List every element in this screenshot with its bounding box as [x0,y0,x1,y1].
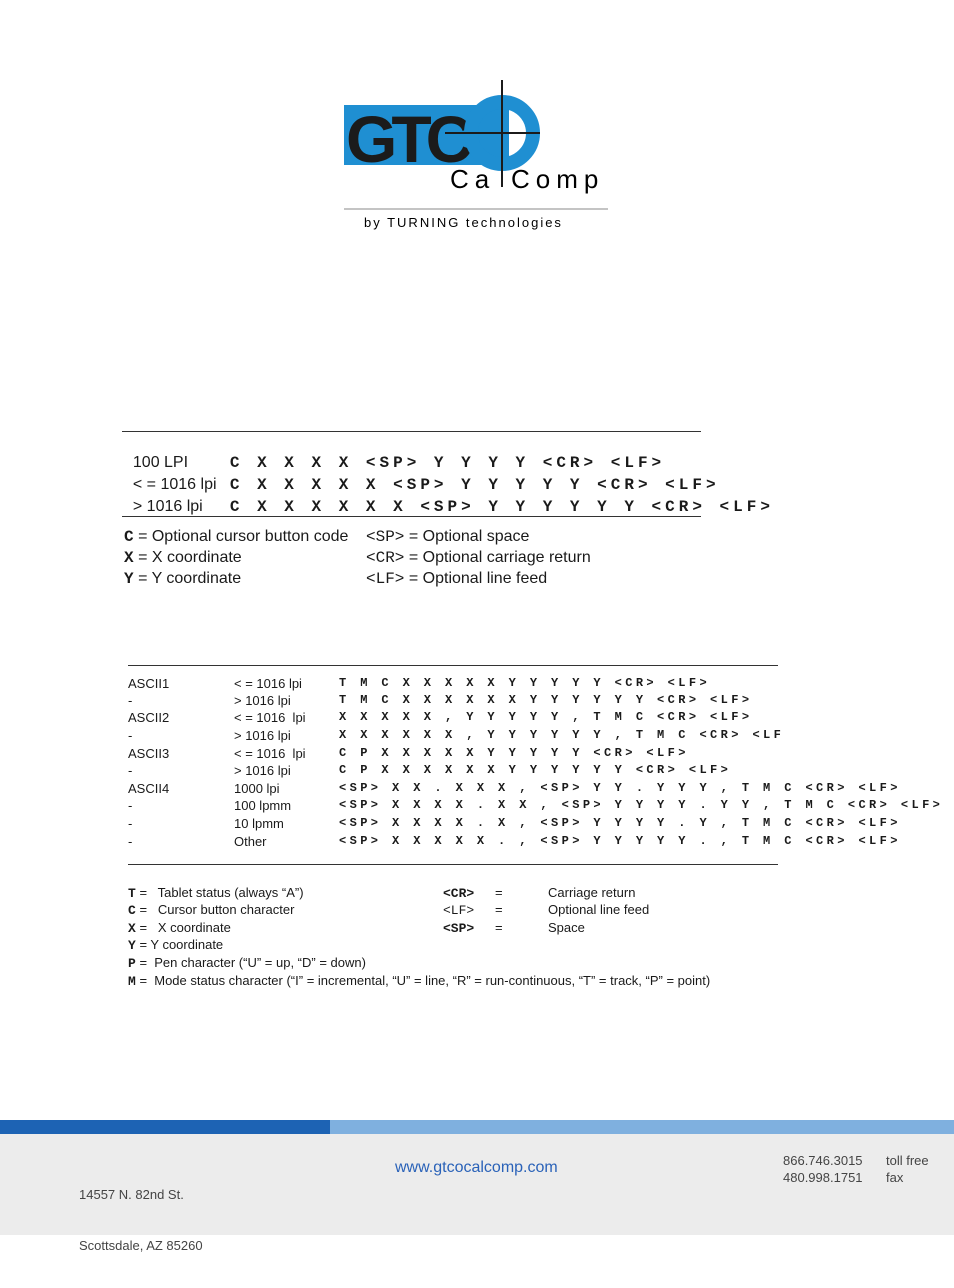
logo-calcomp-left: Ca [450,164,496,194]
legend-text: = X coordinate [138,549,242,566]
table2-legend-item [443,885,635,901]
table2-legend-item [128,973,710,989]
legend-text: = Y coordinate [139,937,224,952]
table1-row-label: 100 LPI [132,454,189,471]
legend-symbol: T [128,886,136,901]
legend-text: = Optional space [408,528,530,545]
footer-address-line1: 14557 N. 82nd St. [79,1187,184,1202]
legend-text: = X coordinate [139,920,231,935]
legend-symbol: C [128,903,136,918]
table2-format-name: ASCII4 [128,781,170,796]
legend-text: Optional line feed [548,902,650,917]
table1-bottom-rule [122,516,701,517]
table2-format-name: - [128,693,133,708]
table2-resolution: 100 lpmm [234,798,292,813]
table2-legend-item [443,902,649,918]
table2-legend-item [128,885,304,901]
table1-row-label: < = 1016 lpi [132,476,217,493]
legend-text: = Y coordinate [138,570,242,587]
table1-row-label: > 1016 lpi [132,498,203,515]
legend-symbol: P [128,956,136,971]
table2-resolution: 10 lpmm [234,816,284,831]
table2-format: <SP> X X X X X . , <SP> Y Y Y Y Y . , T M C <CR> <LF> [339,834,901,848]
table2-legend-item [128,937,223,953]
legend-equals: = [495,885,503,900]
table2-legend-item [443,920,585,936]
legend-symbol: Y [124,570,134,588]
legend-text: = Mode status character (“I” = incremental, “U” = line, “R” = run-continuous, “T” = track, “P” = point) [139,973,711,988]
footer-accent-bar-dark [0,1120,330,1134]
page-footer [0,1120,954,1253]
gtco-logo-mark [340,75,620,235]
table1-row-format: C X X X X X X <SP> Y Y Y Y Y Y <CR> <LF> [229,498,774,516]
legend-text: Carriage return [548,885,636,900]
table1-legend-item [124,549,242,567]
footer-phone-label: toll free [886,1153,929,1168]
table2-format-name: - [128,728,133,743]
logo-byline: by TURNING technologies [364,215,563,230]
legend-symbol: <LF> [366,570,405,588]
legend-text: = Pen character (“U” = up, “D” = down) [139,955,366,970]
table2-legend-item [128,902,294,918]
table1-legend-item [124,570,241,588]
footer-fax-label: fax [886,1170,904,1185]
table2-resolution: > 1016 lpi [234,763,291,778]
table2-legend-item [128,955,366,971]
footer-website-link[interactable]: www.gtcocalcomp.com [395,1159,558,1176]
legend-text: = Optional line feed [408,570,548,587]
footer-accent-bar-light [330,1120,954,1134]
table2-format: <SP> X X X X . X X , <SP> Y Y Y Y . Y Y , T M C <CR> <LF> [339,798,944,812]
table1-legend-item [124,528,348,546]
table2-format: C P X X X X X Y Y Y Y Y <CR> <LF> [339,746,689,760]
table2-resolution: Other [234,834,267,849]
table2-format-name: - [128,763,133,778]
table2-format-name: - [128,816,133,831]
table2-format-name: ASCII2 [128,710,170,725]
table2-format: X X X X X X , Y Y Y Y Y Y , T M C <CR> <LF [339,728,785,742]
legend-symbol: <CR> [366,549,405,567]
logo-calcomp-right: Comp [511,164,605,194]
legend-symbol: M [128,974,136,989]
table2-format: <SP> X X . X X X , <SP> Y Y . Y Y Y , T M C <CR> <LF> [339,781,901,795]
legend-text: Space [548,920,585,935]
footer-address [79,1152,203,1288]
logo-gtc-text: GTC [346,102,468,176]
legend-symbol: <CR> [443,886,475,901]
table1-row [124,480,774,516]
table2-bottom-rule [128,864,778,865]
legend-equals: = [495,902,503,917]
table2-format: C P X X X X X X Y Y Y Y Y Y <CR> <LF> [339,763,732,777]
legend-text: = Cursor button character [139,902,295,917]
legend-symbol: X [124,549,134,567]
footer-phone: 866.746.3015 [783,1153,863,1168]
table2-legend-item [128,920,231,936]
legend-text: = Tablet status (always “A”) [139,885,304,900]
table1-legend-item [366,570,547,588]
table2-resolution: 1000 lpi [234,781,280,796]
legend-symbol: <LF> [443,903,475,918]
table1-row-format: C X X X X <SP> Y Y Y Y <CR> <LF> [229,454,666,472]
table1-row-format: C X X X X X <SP> Y Y Y Y Y <CR> <LF> [229,476,720,494]
legend-text: = Optional carriage return [408,549,591,566]
legend-text: = Optional cursor button code [138,528,349,545]
footer-fax: 480.998.1751 [783,1170,863,1185]
legend-symbol: <SP> [443,921,475,936]
legend-symbol: Y [128,938,136,953]
table1-legend-item [366,549,591,567]
table2-resolution: < = 1016 lpi [234,710,306,725]
table1-top-rule [122,431,701,432]
table2-resolution: < = 1016 lpi [234,746,306,761]
table2-top-rule [128,665,778,666]
table2-format: <SP> X X X X . X , <SP> Y Y Y Y . Y , T M C <CR> <LF> [339,816,901,830]
table2-format-name: ASCII3 [128,746,170,761]
company-logo [340,75,620,235]
legend-symbol: C [124,528,134,546]
table2-format-name: - [128,834,133,849]
table2-format: X X X X X , Y Y Y Y Y , T M C <CR> <LF> [339,710,753,724]
table2-format-name: - [128,798,133,813]
footer-address-line2: Scottsdale, AZ 85260 [79,1238,203,1253]
table2-format: T M C X X X X X Y Y Y Y Y <CR> <LF> [339,676,711,690]
table2-resolution: < = 1016 lpi [234,676,302,691]
table2-format: T M C X X X X X X Y Y Y Y Y Y <CR> <LF> [339,693,753,707]
legend-symbol: X [128,921,136,936]
table2-resolution: > 1016 lpi [234,728,291,743]
legend-symbol: <SP> [366,528,405,546]
legend-equals: = [495,920,503,935]
table2-format-name: ASCII1 [128,676,170,691]
table1-legend-item [366,528,529,546]
table2-resolution: > 1016 lpi [234,693,291,708]
